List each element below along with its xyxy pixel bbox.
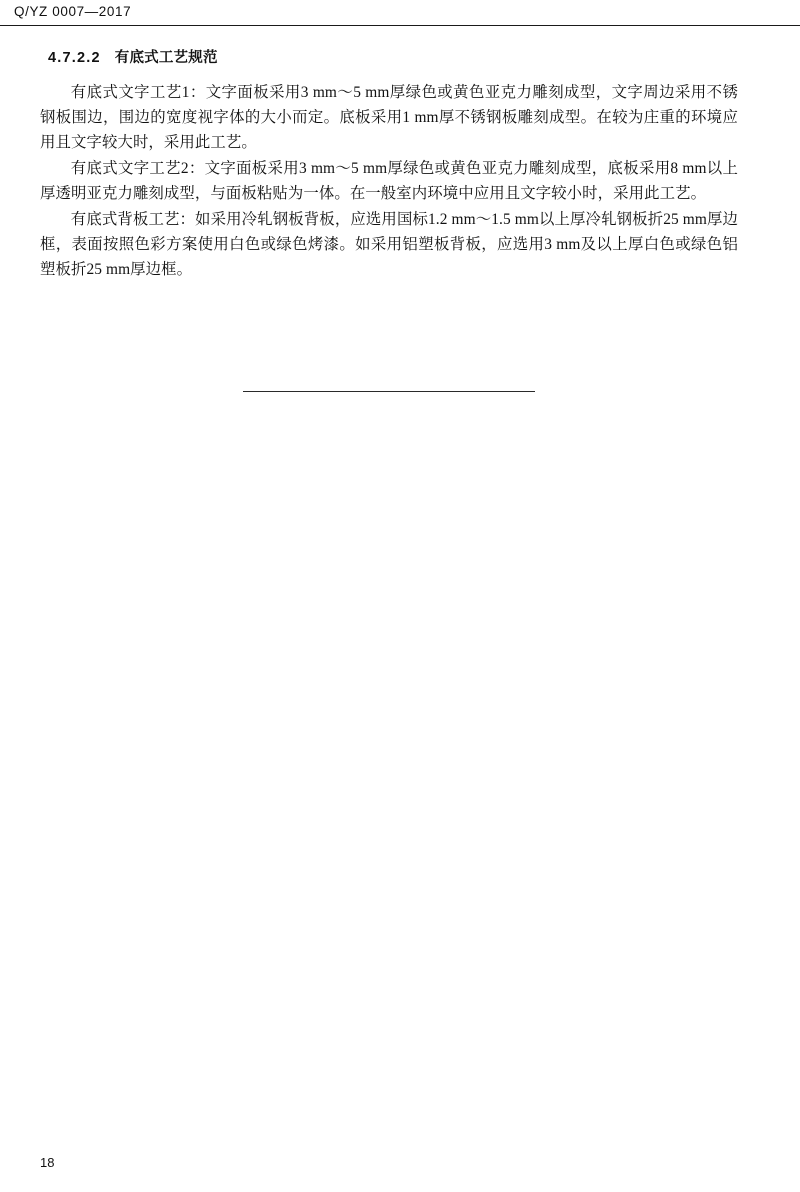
horizontal-rule (243, 391, 535, 392)
standard-code: Q/YZ 0007—2017 (14, 4, 132, 19)
horizontal-rule-container (40, 391, 738, 392)
page-content (0, 26, 800, 1192)
paragraph: 有底式文字工艺2：文字面板采用3 mm～5 mm厚绿色或黄色亚克力雕刻成型，底板采用8 mm以上厚透明亚克力雕刻成型，与面板粘贴为一体。在一般室内环境中应用且文字较小时，采用此工艺。 (40, 159, 738, 202)
paragraph: 有底式背板工艺：如采用冷轧钢板背板，应选用国标1.2 mm～1.5 mm以上厚冷轧钢板折25 mm厚边框，表面按照色彩方案使用白色或绿色烤漆。如采用铝塑板背板，应选用3 mm及以上厚白色或绿色铝塑板折25 mm厚边框。 (40, 210, 738, 278)
page-number: 18 (40, 1155, 55, 1170)
page-header (0, 0, 800, 26)
section-number: 4.7.2.2 (48, 50, 101, 66)
section-title-text: 有底式工艺规范 (114, 50, 218, 66)
section-heading (40, 46, 738, 67)
paragraph: 有底式文字工艺1：文字面板采用3 mm～5 mm厚绿色或黄色亚克力雕刻成型，文字周边采用不锈钢板围边，围边的宽度视字体的大小而定。底板采用1 mm厚不锈钢板雕刻成型。在较为庄重的环境应用且文字较大时，采用此工艺。 (40, 84, 738, 151)
